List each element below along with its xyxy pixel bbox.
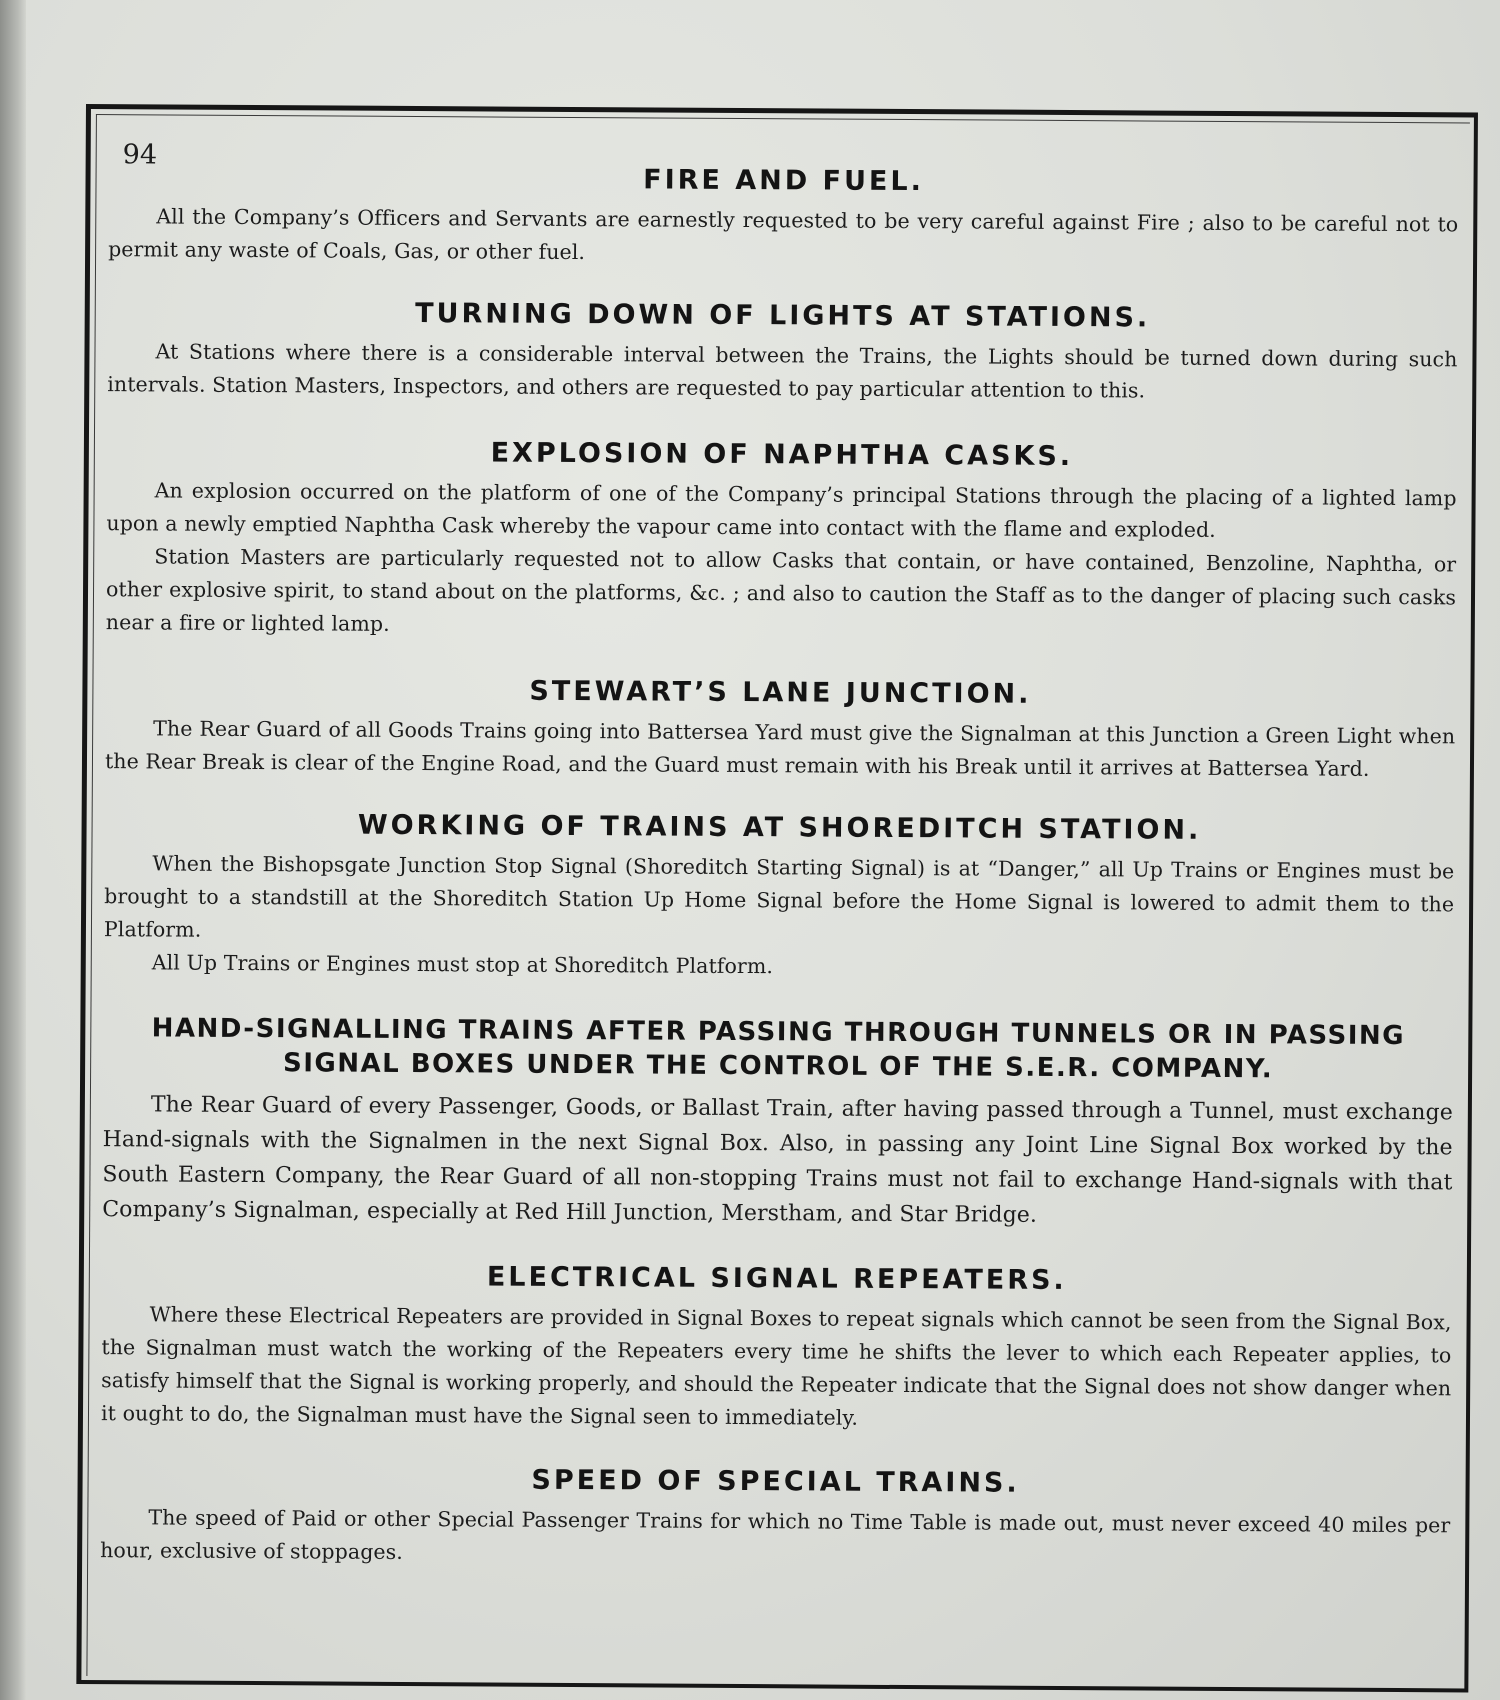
- section-fire-and-fuel: [108, 161, 1459, 274]
- section-turning-down-lights: [107, 296, 1458, 409]
- section-heading: EXPLOSION OF NAPHTHA CASKS.: [490, 437, 1074, 473]
- section-heading: STEWART’S LANE JUNCTION.: [529, 675, 1032, 710]
- section-heading: TURNING DOWN OF LIGHTS AT STATIONS.: [415, 298, 1151, 334]
- section-paragraph: At Stations where there is a considerable interval between the Trains, the Lights should be turned down during such intervals. Station Masters, Inspectors, and others are requested to pay particular attention to this.: [107, 339, 1458, 403]
- section-explosion-naphtha: [106, 435, 1457, 647]
- page-content: [100, 129, 1459, 1575]
- book-gutter: [0, 0, 26, 1700]
- show-through-bleed: [100, 0, 1480, 110]
- section-heading: FIRE AND FUEL.: [643, 164, 924, 198]
- section-paragraph: Station Masters are particularly requested not to allow Casks that contain, or have contained, Benzoline, Naphtha, or other explosive spirit, to stand about on the platforms, &c. ; and also to caution the Staff as to the danger of placing such casks near a fire or lighted lamp.: [105, 544, 1457, 636]
- page-number: 94: [122, 139, 158, 171]
- section-heading: ELECTRICAL SIGNAL REPEATERS.: [486, 1261, 1067, 1297]
- section-hand-signalling: [102, 1011, 1453, 1235]
- section-paragraph: Where these Electrical Repeaters are provided in Signal Boxes to repeat signals which cannot be seen from the Signal Box, the Signalman must watch the working of the Repeaters every time he shifts the lever to which each Repeater applies, to satisfy himself that the Signal is working properly, and should the Repeater indicate that the Signal does not show danger when it ought to do, the Signalman must have the Signal seen to immediately.: [100, 1302, 1452, 1430]
- page-border-frame: [76, 104, 1478, 1692]
- section-paragraph: The speed of Paid or other Special Passenger Trains for which no Time Table is made out, must never exceed 40 miles per hour, exclusive of stoppages.: [100, 1505, 1451, 1564]
- section-heading: HAND-SIGNALLING TRAINS AFTER PASSING THROUGH TUNNELS OR IN PASSING SIGNAL BOXES UNDER THE CONTROL OF THE S.E.R. COMPANY.: [151, 1013, 1406, 1085]
- section-electrical-repeaters: [101, 1259, 1452, 1438]
- section-paragraph: The Rear Guard of every Passenger, Goods, or Ballast Train, after having passed through a Tunnel, must exchange Hand-signals with the Signalmen in the next Signal Box. Also, in passing any Joint Line Signal Box worked by the South Eastern Company, the Rear Guard of all non-stopping Trains must not fail to exchange Hand-signals with that Company’s Signalman, especially at Red Hill Junction, Merstham, and Star Bridge.: [102, 1092, 1453, 1228]
- section-speed-special-trains: [100, 1462, 1451, 1575]
- section-paragraph: The Rear Guard of all Goods Trains going into Battersea Yard must give the Signalman at this Junction a Green Light when the Rear Break is clear of the Engine Road, and the Guard must remain with his Break until it arrives at Battersea Yard.: [104, 716, 1456, 781]
- section-heading: SPEED OF SPECIAL TRAINS.: [531, 1464, 1020, 1499]
- section-paragraph: All the Company’s Officers and Servants are earnestly requested to be very careful against Fire ; also to be careful not to permit any waste of Coals, Gas, or other fuel.: [108, 204, 1459, 265]
- section-stewarts-lane: [105, 673, 1456, 786]
- section-shoreditch-station: [104, 808, 1455, 987]
- section-paragraph: When the Bishopsgate Junction Stop Signal (Shoreditch Starting Signal) is at “Danger,” all Up Trains or Engines must be brought to a standstill at the Shoreditch Station Up Home Signal before the Home Signal is lowered to admit them to the Platform.: [103, 851, 1455, 942]
- section-heading: WORKING OF TRAINS AT SHOREDITCH STATION.: [357, 809, 1202, 846]
- section-paragraph: An explosion occurred on the platform of one of the Company’s principal Stations through the placing of a lighted lamp upon a newly emptied Naphtha Cask whereby the vapour came into contact with the flame and exploded.: [106, 478, 1457, 542]
- section-paragraph: All Up Trains or Engines must stop at Shoreditch Platform.: [151, 950, 774, 979]
